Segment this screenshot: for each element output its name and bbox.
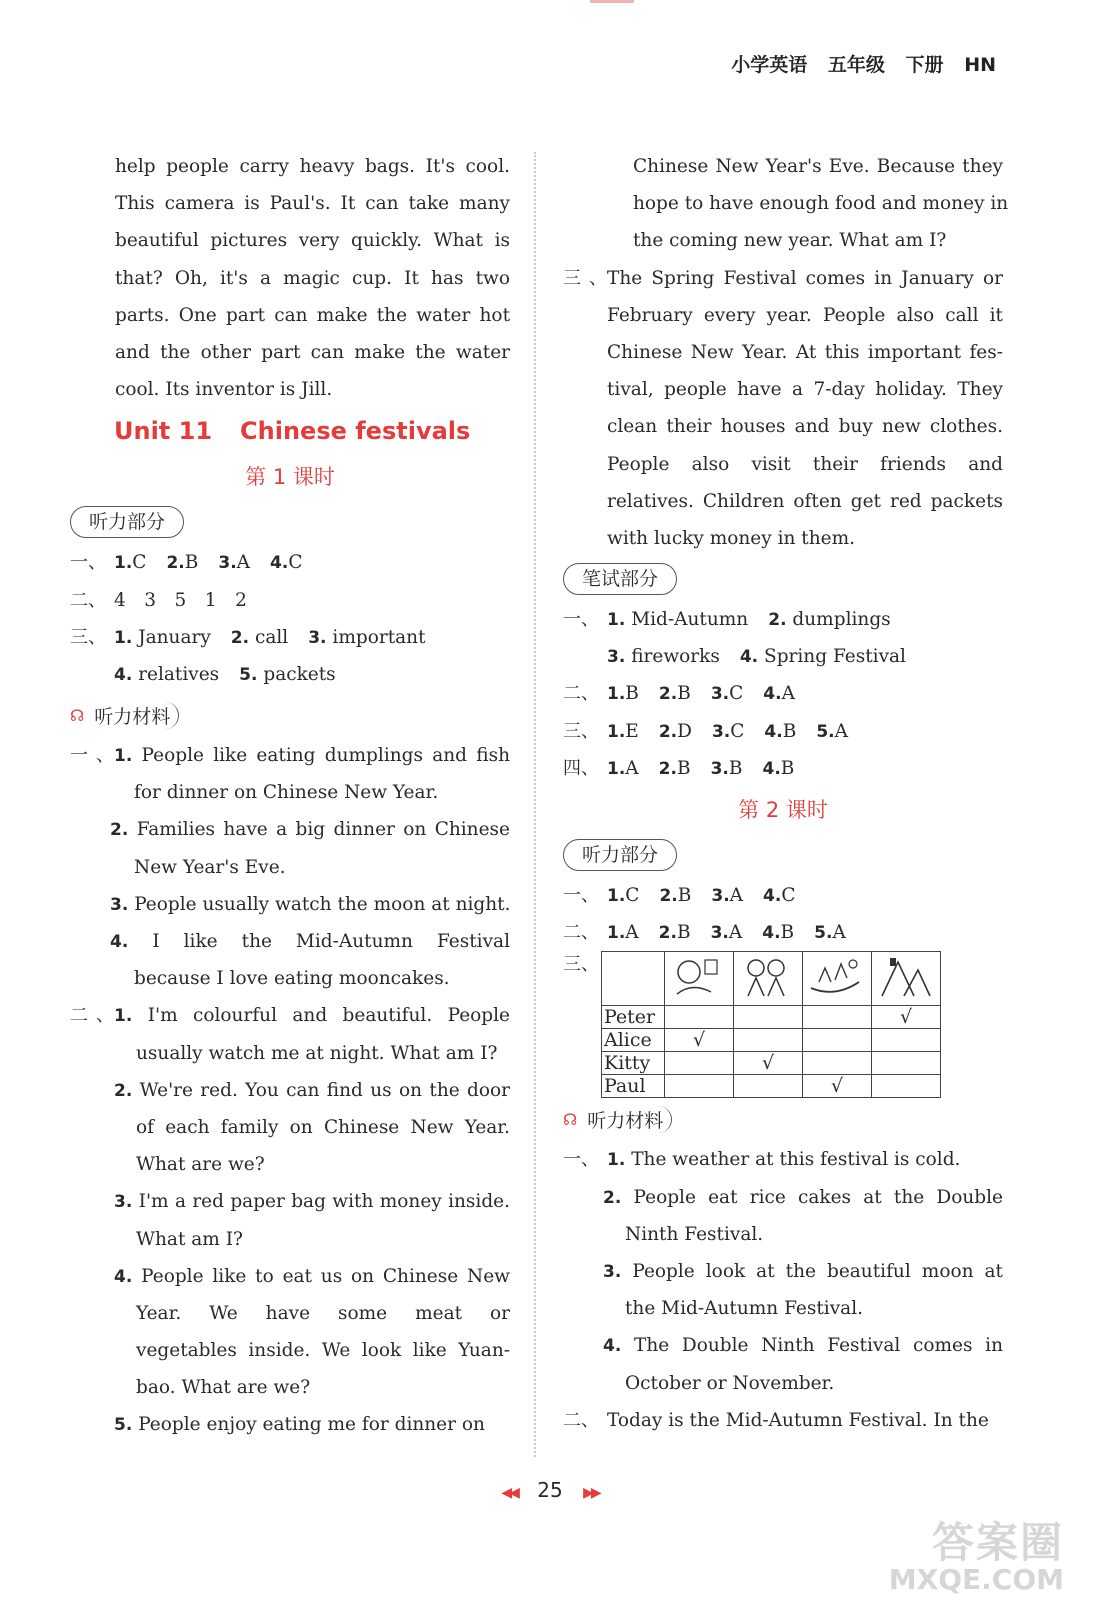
table-cell bbox=[665, 1006, 734, 1029]
item-text: vegetables inside. We look like Yuan- bbox=[136, 1340, 510, 1362]
right-column bbox=[563, 148, 1009, 1439]
item-text: People look at the beautiful moon at bbox=[632, 1260, 1003, 1282]
item-text: I'm a red paper bag with money inside. bbox=[138, 1191, 510, 1213]
material-line bbox=[70, 1369, 510, 1406]
item-number: 2. bbox=[110, 820, 129, 841]
table-cell bbox=[734, 1052, 803, 1075]
item-text: because I love eating mooncakes. bbox=[134, 968, 450, 990]
headphone-icon: ☊ bbox=[563, 1109, 578, 1129]
item-text: tival, people have a 7-day holiday. They bbox=[607, 379, 1003, 401]
passage-line: This camera is Paul's. It can take many bbox=[115, 193, 510, 215]
item-number: 2. bbox=[603, 1187, 622, 1208]
item-number: 1. bbox=[607, 1150, 626, 1171]
table-row bbox=[602, 1006, 941, 1029]
item-text: Ninth Festival. bbox=[625, 1223, 764, 1245]
passage-line: beautiful pictures very quickly. What is bbox=[115, 230, 510, 252]
passage-line: and the other part can make the water bbox=[115, 341, 510, 363]
material-line bbox=[70, 811, 510, 848]
unit-heading bbox=[70, 408, 510, 454]
material-line bbox=[70, 960, 510, 997]
item-text: People like eating dumplings and fish bbox=[141, 745, 510, 767]
material-line bbox=[563, 371, 1003, 408]
material-part-1 bbox=[70, 737, 510, 997]
material-line bbox=[563, 408, 1003, 445]
item-text: the Mid-Autumn Festival. bbox=[625, 1298, 863, 1320]
item-number: 1. bbox=[114, 1006, 133, 1027]
material-line bbox=[70, 923, 510, 960]
material-line bbox=[70, 1258, 510, 1295]
check-mark: √ bbox=[692, 1029, 706, 1052]
lesson-1-heading: 第 1 课时 bbox=[245, 465, 335, 490]
column-divider bbox=[534, 152, 536, 1457]
student-name: Alice bbox=[602, 1029, 665, 1052]
writing-row-1: 一、 1. Mid-Autumn 2. dumplings bbox=[563, 609, 891, 631]
material-section-label-2: ☊ 听力材料 bbox=[563, 1097, 1003, 1141]
unit-number: Unit 11 bbox=[114, 417, 213, 446]
mid-autumn-picture bbox=[667, 952, 727, 1000]
item-text: with lucky money in them. bbox=[607, 527, 856, 549]
material-line bbox=[563, 1365, 1003, 1402]
writing-row-4: 四、 1.A 2.B 3.B 4.B bbox=[563, 757, 795, 779]
writing-section-label bbox=[563, 557, 1003, 601]
item-number: 4. bbox=[603, 1336, 622, 1357]
table-row bbox=[602, 1075, 941, 1098]
item-number: 3. bbox=[110, 894, 129, 915]
material-line: the coming new year. What am I? bbox=[633, 230, 947, 252]
item-number: 1. bbox=[114, 746, 133, 767]
table-cell bbox=[803, 1006, 872, 1029]
item-number: 5. bbox=[114, 1415, 133, 1436]
page-header bbox=[731, 50, 996, 77]
watermark: 答案圈 MXQE.COM bbox=[888, 1518, 1064, 1596]
material-line bbox=[70, 1221, 510, 1258]
item-text: What am I? bbox=[136, 1228, 243, 1250]
item-text: for dinner on Chinese New Year. bbox=[134, 782, 439, 804]
header-edition: HN bbox=[964, 54, 996, 76]
material-line bbox=[563, 1141, 1003, 1178]
table-cell bbox=[872, 1029, 941, 1052]
material-line bbox=[563, 446, 1003, 483]
next-arrow-icon: ▶▶ bbox=[583, 1485, 599, 1501]
item-text: I'm colourful and beautiful. People bbox=[147, 1005, 510, 1027]
double-ninth-picture bbox=[874, 952, 934, 1000]
section-prefix: 三、 bbox=[563, 267, 607, 289]
material-part-1b bbox=[563, 1141, 1003, 1401]
item-text: The weather at this festival is cold. bbox=[631, 1149, 961, 1171]
material-line bbox=[70, 1332, 510, 1369]
item-text: clean their houses and buy new clothes. bbox=[607, 416, 1003, 438]
table-cell bbox=[803, 1075, 872, 1098]
table-header-row bbox=[602, 952, 941, 1006]
item-number: 2. bbox=[114, 1080, 133, 1101]
material-line bbox=[70, 1406, 510, 1443]
dragon-boat-picture bbox=[805, 952, 865, 1000]
material-part-2 bbox=[70, 997, 510, 1443]
item-text: People also visit their friends and bbox=[607, 453, 1003, 475]
header-subject: 小学英语 bbox=[731, 54, 808, 76]
table-cell bbox=[803, 1029, 872, 1052]
material-line bbox=[563, 260, 1003, 297]
table-cell bbox=[872, 1075, 941, 1098]
item-number: 3. bbox=[603, 1261, 622, 1282]
item-text: Chinese New Year. At this important fes- bbox=[607, 341, 1003, 363]
material-line bbox=[563, 1290, 1003, 1327]
listening-row-1: 一、 1.C 2.B 3.A 4.C bbox=[563, 885, 796, 906]
top-accent-bar bbox=[590, 0, 634, 3]
material-line: hope to have enough food and money in bbox=[633, 193, 1009, 215]
table-cell bbox=[734, 1075, 803, 1098]
item-text: bao. What are we? bbox=[136, 1377, 311, 1399]
listening-row-2: 二、 1.A 2.B 3.A 4.B 5.A bbox=[563, 922, 846, 944]
festival-check-table bbox=[601, 951, 941, 1098]
material-line bbox=[70, 1183, 510, 1220]
student-name: Peter bbox=[602, 1006, 665, 1029]
writing-row-3: 三、 1.E 2.D 3.C 4.B 5.A bbox=[563, 720, 848, 742]
item-text: People usually watch the moon at night. bbox=[134, 893, 511, 915]
material-line bbox=[563, 483, 1003, 520]
check-mark: √ bbox=[761, 1052, 775, 1075]
material-line bbox=[563, 334, 1003, 371]
material-line: Chinese New Year's Eve. Because they bbox=[633, 156, 1003, 177]
headphone-icon: ☊ bbox=[70, 705, 85, 725]
check-mark: √ bbox=[899, 1006, 913, 1029]
item-text: New Year's Eve. bbox=[134, 856, 286, 878]
material-part-3 bbox=[563, 260, 1003, 558]
item-text: October or November. bbox=[625, 1372, 835, 1394]
spring-festival-picture bbox=[736, 952, 796, 1000]
section-prefix: 一、 bbox=[563, 1149, 599, 1171]
material-line bbox=[70, 1109, 510, 1146]
item-text: Families have a big dinner on Chinese bbox=[136, 819, 510, 841]
material-line bbox=[563, 1253, 1003, 1290]
table-cell bbox=[872, 1006, 941, 1029]
item-text: Year. We have some meat or bbox=[136, 1302, 510, 1324]
passage-line: parts. One part can make the water hot bbox=[115, 304, 510, 326]
table-cell bbox=[734, 1029, 803, 1052]
item-text: People enjoy eating me for dinner on bbox=[138, 1414, 485, 1436]
material-line bbox=[563, 1216, 1003, 1253]
table-cell bbox=[665, 1075, 734, 1098]
answer-row-2: 二、 4 3 5 1 2 bbox=[70, 589, 247, 611]
listening-pill: 听力部分 bbox=[70, 506, 184, 538]
section-prefix: 二、 bbox=[70, 1005, 114, 1027]
page-footer bbox=[450, 1478, 650, 1502]
item-text: usually watch me at night. What am I? bbox=[136, 1042, 498, 1064]
table-cell bbox=[872, 1052, 941, 1075]
left-column bbox=[70, 148, 510, 1444]
material-section-label: ☊ 听力材料 bbox=[70, 693, 510, 737]
answer-row-3: 三、 1. January 2. call 3. important bbox=[70, 626, 426, 648]
item-text: The Double Ninth Festival comes in bbox=[634, 1335, 1003, 1357]
page-number: 25 bbox=[537, 1478, 563, 1502]
writing-row-1b: 3. fireworks 4. Spring Festival bbox=[607, 646, 906, 668]
material-line bbox=[70, 997, 510, 1034]
item-text: People eat rice cakes at the Double bbox=[633, 1186, 1003, 1208]
header-grade: 五年级 bbox=[827, 54, 885, 76]
table-row bbox=[602, 1029, 941, 1052]
prev-arrow-icon: ◀◀ bbox=[501, 1485, 517, 1501]
material-line bbox=[563, 520, 1003, 557]
material-line bbox=[70, 737, 510, 774]
student-name: Kitty bbox=[602, 1052, 665, 1075]
table-cell bbox=[665, 1052, 734, 1075]
material-line bbox=[563, 1327, 1003, 1364]
material-part-2b: 二、 Today is the Mid-Autumn Festival. In the bbox=[563, 1409, 989, 1431]
table-cell bbox=[734, 1006, 803, 1029]
material-line bbox=[70, 886, 510, 923]
item-number: 4. bbox=[114, 1266, 133, 1287]
passage-line: help people carry heavy bags. It's cool. bbox=[115, 156, 510, 177]
material-line bbox=[70, 1146, 510, 1183]
answer-row-1: 一、 1.C 2.B 3.A 4.C bbox=[70, 552, 303, 574]
table-cell bbox=[665, 1029, 734, 1052]
writing-row-2: 二、 1.B 2.B 3.C 4.A bbox=[563, 683, 795, 705]
item-text: People like to eat us on Chinese New bbox=[141, 1265, 510, 1287]
passage-line: cool. Its inventor is Jill. bbox=[115, 379, 333, 401]
student-name: Paul bbox=[602, 1075, 665, 1098]
item-text: of each family on Chinese New Year. bbox=[136, 1116, 510, 1138]
answer-row-3b: 4. relatives 5. packets bbox=[114, 663, 336, 685]
check-mark: √ bbox=[830, 1075, 844, 1098]
header-term: 下册 bbox=[905, 54, 944, 76]
material-line bbox=[563, 297, 1003, 334]
material-line bbox=[70, 1295, 510, 1332]
material-line bbox=[70, 1035, 510, 1072]
unit-title: Chinese festivals bbox=[240, 417, 471, 446]
listening-section-label bbox=[70, 500, 510, 544]
item-number: 4. bbox=[110, 932, 129, 952]
item-text: February every year. People also call it bbox=[607, 304, 1003, 326]
section-prefix: 一、 bbox=[70, 745, 114, 767]
item-text: The Spring Festival comes in January or bbox=[607, 267, 1003, 289]
table-row bbox=[602, 1052, 941, 1075]
material-line bbox=[70, 849, 510, 886]
item-number: 3. bbox=[114, 1192, 133, 1213]
material-line bbox=[70, 774, 510, 811]
item-text: We're red. You can find us on the door bbox=[139, 1079, 510, 1101]
item-text: I like the Mid-Autumn Festival bbox=[152, 931, 510, 952]
listening-section-label-2 bbox=[563, 833, 1003, 877]
material-line bbox=[70, 1072, 510, 1109]
lesson-2-heading: 第 2 课时 bbox=[738, 798, 828, 822]
table-cell bbox=[803, 1052, 872, 1075]
passage-line: that? Oh, it's a magic cup. It has two bbox=[115, 267, 510, 289]
item-text: relatives. Children often get red packets bbox=[607, 490, 1003, 512]
material-line bbox=[563, 1179, 1003, 1216]
writing-pill: 笔试部分 bbox=[563, 563, 677, 595]
festival-table-block: 三、 Peter √ Alice √ Kitty √ Paul √ bbox=[563, 951, 1003, 1097]
item-text: What are we? bbox=[136, 1154, 265, 1176]
listening-pill: 听力部分 bbox=[563, 839, 677, 871]
